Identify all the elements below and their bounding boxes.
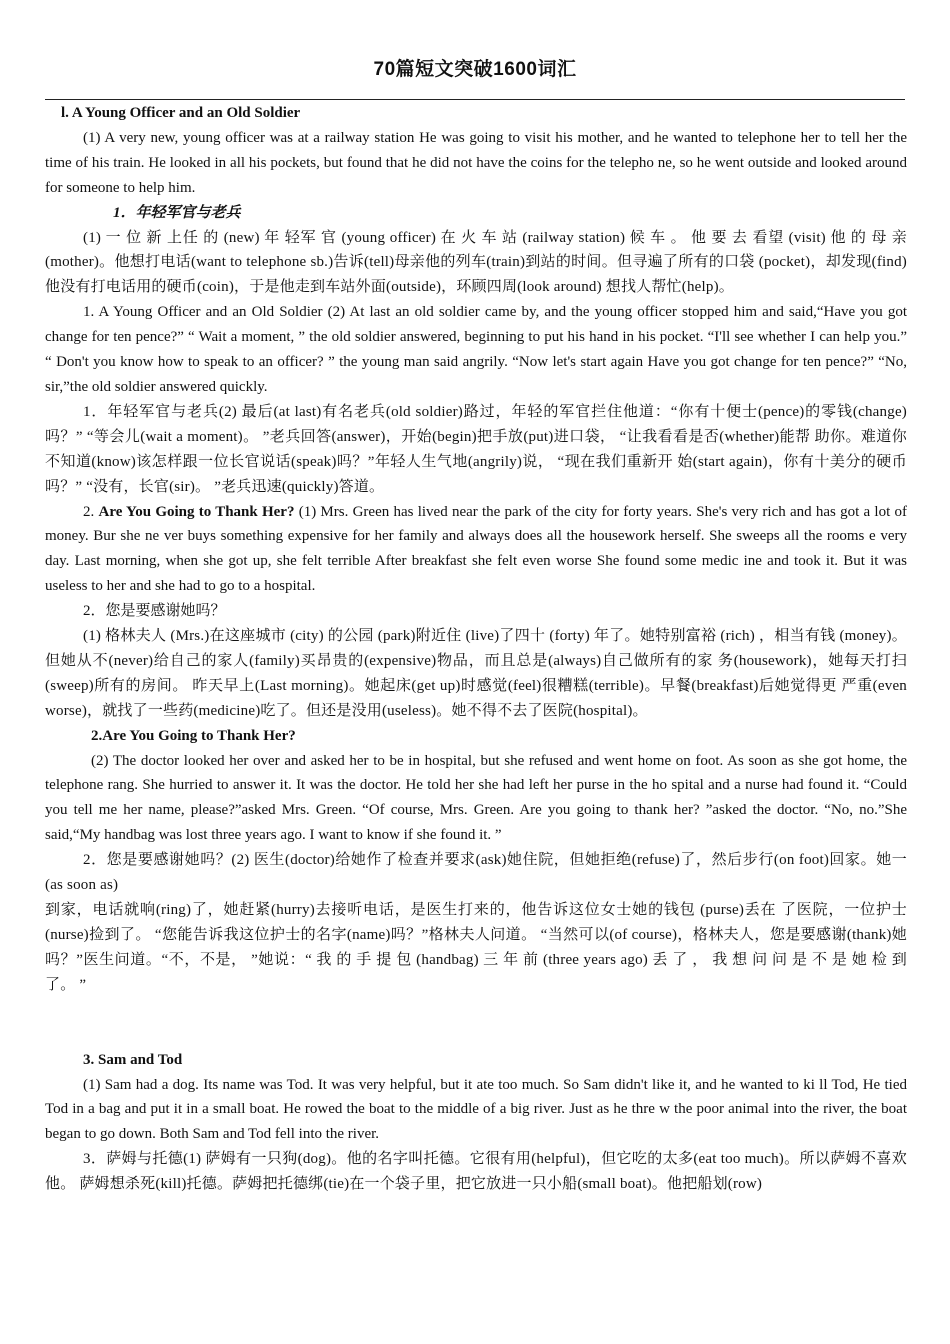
section-1-heading: l. A Young Officer and an Old Soldier: [61, 105, 301, 121]
section-1-paragraph-2-english: 1. A Young Officer and an Old Soldier (2) At last an old soldier came by, and the young officer stopped him and said,“Have you got change for ten pence?” “ Wait a moment, ” the old soldier answered, beginning to put his hand in his pocket. “I'll see whether I can help you.” “ Don't you know how to speak to an officer? ” the young man said angrily. “Now let's start again Have you got change for ten pence?” “No, sir,”the old soldier answered quickly.: [45, 304, 907, 395]
section-1-chinese-heading: 1．年轻军官与老兵: [113, 204, 241, 221]
section-2-paragraph-1-chinese: (1) 格林夫人 (Mrs.)在这座城市 (city) 的公园 (park)附近住 (live)了四十 (forty) 年了。她特别富裕 (rich) ，相当有钱 (money)。但她从不(never)给自己的家人(family)买昂贵的(expensive)物品，而且总是(always)自己做所有的家 务(housework)，她每天打扫(sweep)所有的房间。 昨天早上(Last morning)。她起床(get up)时感觉(feel)很糟糕(terrible)。早餐(breakfast)后她觉得更 严重(even worse)，就找了一些药(medicine)吃了。但还是没用(useless)。她不得不去了医院(hospital)。: [45, 628, 907, 719]
section-2-paragraph-2-chinese-continued: 到家，电话就响(ring)了，她赶紧(hurry)去接听电话，是医生打来的，他告诉这位女士她的钱包 (purse)丢在 了医院，一位护士(nurse)捡到了。 “您能告诉我这位护士的名字(name)吗？”格林夫人问道。 “当然可以(of course)，格林夫人，您是要感谢(thank)她吗？”医生问道。“不，不是， ”她说：“ 我 的 手 提 包 (handbag) 三 年 前 (three years ago) 丢 了 ， 我 想 问 问 是 不 是 她 检 到 了。 ”: [45, 902, 907, 993]
section-2-heading: Are You Going to Thank Her?: [98, 503, 295, 520]
section-1-paragraph-2-chinese: 1．年轻军官与老兵(2) 最后(at last)有名老兵(old soldier)路过，年轻的军官拦住他道：“你有十便士(pence)的零钱(change)吗？” “等会儿(wait a moment)。 ”老兵回答(answer)，开始(begin)把手放(put)进口袋， “让我看看是否(whether)能帮 助你。难道你不知道(know)该怎样跟一位长官说话(speak)吗？”年轻人生气地(angrily)说， “现在我们重新开 始(start again)，你有十美分的硬币吗？” “没有，长官(sir)。 ”老兵迅速(quickly)答道。: [45, 403, 907, 495]
section-3-heading: 3. Sam and Tod: [83, 1051, 183, 1068]
section-2-paragraph-1-english: [45, 500, 907, 600]
section-2-paragraph-2-english: (2) The doctor looked her over and asked her to be in hospital, but she refused and went home on foot. As soon as she got home, the telephone rang. She hurried to answer it. It was the doctor. He told her she had left her purse in the ho spital and a nurse had found it. “Could you tell me her name, please?”asked Mrs. Green. “Of course, Mrs. Green. Are you going to thank her? ”asked the doctor. “No, no.”She said,“My handbag was lost three years ago. I want to know if she found it. ”: [45, 752, 907, 844]
section-3-paragraph-1-chinese: 3．萨姆与托德(1) 萨姆有一只狗(dog)。他的名字叫托德。它很有用(helpful)，但它吃的太多(eat too much)。所以萨姆不喜欢他。 萨姆想杀死(kill)托德。萨姆把托德绑(tie)在一个袋子里，把它放进一只小船(small boat)。他把船划(row): [45, 1151, 907, 1193]
section-spacer: [45, 998, 907, 1048]
section-2-heading-repeat: 2.Are You Going to Thank Her?: [91, 727, 296, 744]
section-2-paragraph-2-chinese-start: 2．您是要感谢她吗？(2) 医生(doctor)给她作了检查并要求(ask)她住院，但她拒绝(refuse)了，然后步行(on foot)回家。她一(as soon as): [45, 852, 907, 894]
document-body: [45, 101, 907, 1197]
header-divider: [45, 99, 905, 100]
page-title: 70篇短文突破1600词汇: [373, 59, 577, 80]
section-1-paragraph-1-chinese: (1) 一 位 新 上任 的 (new) 年 轻军 官 (young officer) 在 火 车 站 (railway station) 候 车 。 他 要 去 看望 (visit) 他 的 母 亲 (mother)。他想打电话(want to telephone sb.)告诉(tell)母亲他的列车(train)到站的时间。但寻遍了所有的口袋 (pocket)，却发现(find)他没有打电话用的硬币(coin)，于是他走到车站外面(outside)，环顾四周(look around) 想找人帮忙(help)。: [45, 229, 907, 296]
section-1-paragraph-1-english: (1) A very new, young officer was at a railway station He was going to visit his mother, and he wanted to telephone her to tell her the time of his train. He looked in all his pockets, but found that he did not have the coins for the telepho ne, so he went outside and looked around for someone to help him.: [45, 129, 907, 196]
section-2-chinese-heading: 2．您是要感谢她吗？: [83, 603, 226, 620]
section-2-paragraph-1-text: (1) Mrs. Green has lived near the park of the city for forty years. She's very rich and has got a lot of money. Bur she ne ver buys something expensive for her family and always does all the housework herself. She sweeps all the rooms e very day. Last morning, when she got up, she felt terrible After breakfast she felt even worse She found some medic ine and took it. But it was useless to her and she had to go to a hospital.: [45, 503, 908, 595]
section-2-number: 2.: [83, 503, 99, 520]
section-3-paragraph-1-english: (1) Sam had a dog. Its name was Tod. It was very helpful, but it ate too much. So Sam didn't like it, and he wanted to ki ll Tod, He tied Tod in a bag and put it in a small boat. He rowed the boat to the middle of a big river. Just as he thre w the poor animal into the river, the boat began to go down. Both Sam and Tod fell into the river.: [45, 1076, 907, 1143]
